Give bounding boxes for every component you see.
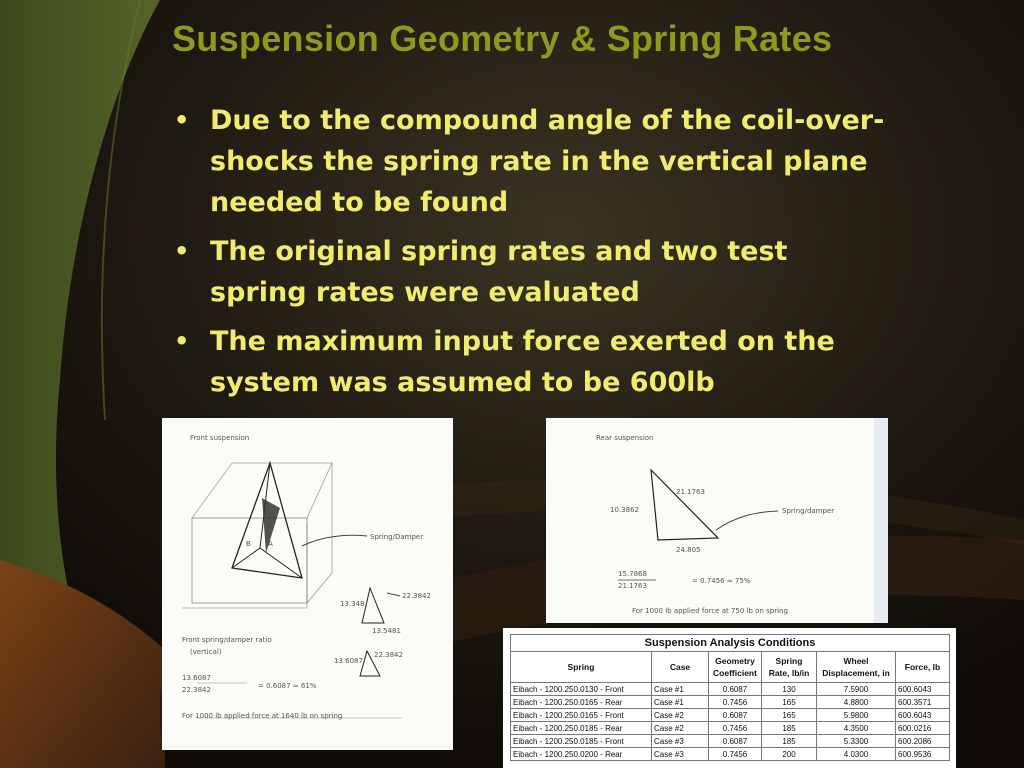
cell-force: 600.9536 [896,748,950,761]
rear-suspension-sketch [546,418,888,623]
sketch-rear-ratio-den: 21.1763 [618,582,647,590]
cell-geometry: 0.7456 [709,748,762,761]
cell-geometry: 0.7456 [709,696,762,709]
sketch-front-header: Front suspension [190,434,250,442]
bullet-dot: • [174,106,190,134]
cell-displacement: 5.3300 [817,735,896,748]
cell-displacement: 7.5900 [817,683,896,696]
cell-rate: 165 [762,696,817,709]
bullet-text: The original spring rates and two test spring rates were evaluated [210,236,788,308]
cell-case: Case #3 [652,748,709,761]
sketch-tri1-left: 13.348 [340,600,365,608]
cell-force: 600.6043 [896,709,950,722]
sketch-tri2-right: 22.3842 [374,651,403,659]
cell-displacement: 4.8800 [817,696,896,709]
header-geometry-coefficient: Geometry Coefficient [709,652,762,683]
cell-case: Case #3 [652,735,709,748]
bullet-item [172,321,892,403]
sketch-rear-ratio-num: 15.7868 [618,570,647,578]
sketch-ratio-den: 22.3842 [182,686,211,694]
cell-force: 600.0216 [896,722,950,735]
cell-spring: Eibach - 1200.250.0185 - Front [511,735,652,748]
bullet-dot: • [174,327,190,355]
cell-rate: 165 [762,709,817,722]
bullet-item [172,231,892,313]
cell-geometry: 0.6087 [709,709,762,722]
cell-displacement: 5.9800 [817,709,896,722]
cell-rate: 200 [762,748,817,761]
sketch-footer: For 1000 lb applied force at 1640 lb on spring [182,712,343,720]
sketch-tri2-left: 13.6087 [334,657,363,665]
sketch-rear-bottom: 24.805 [676,546,701,554]
table-row [511,696,950,709]
cell-spring: Eibach - 1200.250.0165 - Rear [511,696,652,709]
header-case: Case [652,652,709,683]
sketch-ratio-sub: (vertical) [190,648,222,656]
sketch-rear-top: 21.1763 [676,488,705,496]
cell-case: Case #2 [652,722,709,735]
header-spring: Spring [511,652,652,683]
sketch-ratio-result: = 0.6087 ≈ 61% [258,682,317,690]
sketch-tri1-right: 22.3842 [402,592,431,600]
cell-rate: 185 [762,735,817,748]
sketch-tri1-bottom: 13.5481 [372,627,401,635]
header-force: Force, lb [896,652,950,683]
cell-force: 600.2086 [896,735,950,748]
cell-geometry: 0.6087 [709,683,762,696]
table-row [511,709,950,722]
suspension-table-panel [503,628,956,768]
cell-displacement: 4.0300 [817,748,896,761]
sketch-rear-header: Rear suspension [596,434,654,442]
table-caption: Suspension Analysis Conditions [510,634,950,651]
table-header-row [511,652,950,683]
sketch-label-b: B [246,540,251,548]
suspension-analysis-table [510,634,950,761]
sketch-rear-left: 10.3862 [610,506,639,514]
cell-geometry: 0.6087 [709,735,762,748]
header-wheel-displacement: Wheel Displacement, in [817,652,896,683]
header-spring-rate: Spring Rate, lb/in [762,652,817,683]
cell-case: Case #2 [652,709,709,722]
bullet-dot: • [174,237,190,265]
cell-geometry: 0.7456 [709,722,762,735]
cell-displacement: 4.3500 [817,722,896,735]
sketch-ratio-num: 13.6087 [182,674,211,682]
sketch-spring-label: Spring/Damper [370,533,424,541]
cell-spring: Eibach - 1200.250.0185 - Rear [511,722,652,735]
sketch-rear-spring-label: Spring/damper [782,507,835,515]
table-row [511,683,950,696]
slide-title: Suspension Geometry & Spring Rates [172,18,833,59]
cell-rate: 185 [762,722,817,735]
cell-spring: Eibach - 1200.250.0165 - Front [511,709,652,722]
sketch-label-a: A [268,540,273,548]
table-row [511,722,950,735]
cell-force: 600.3571 [896,696,950,709]
cell-force: 600.6043 [896,683,950,696]
bullet-text: The maximum input force exerted on the system was assumed to be 600lb [210,326,835,398]
sketch-ratio-title: Front spring/damper ratio [182,636,272,644]
table-row [511,735,950,748]
cell-spring: Eibach - 1200.250.0200 - Rear [511,748,652,761]
bullet-item [172,100,892,223]
table-row [511,748,950,761]
bullet-text: Due to the compound angle of the coil-over-shocks the spring rate in the vertical plane needed to be found [210,105,885,218]
cell-case: Case #1 [652,696,709,709]
front-suspension-sketch [162,418,453,750]
cell-rate: 130 [762,683,817,696]
sketch-rear-footer: For 1000 lb applied force at 750 lb on spring [632,607,788,615]
sketch-rear-ratio-result: = 0.7456 ≈ 75% [692,577,751,585]
cell-spring: Eibach - 1200.250.0130 - Front [511,683,652,696]
cell-case: Case #1 [652,683,709,696]
bullet-list [172,100,892,411]
